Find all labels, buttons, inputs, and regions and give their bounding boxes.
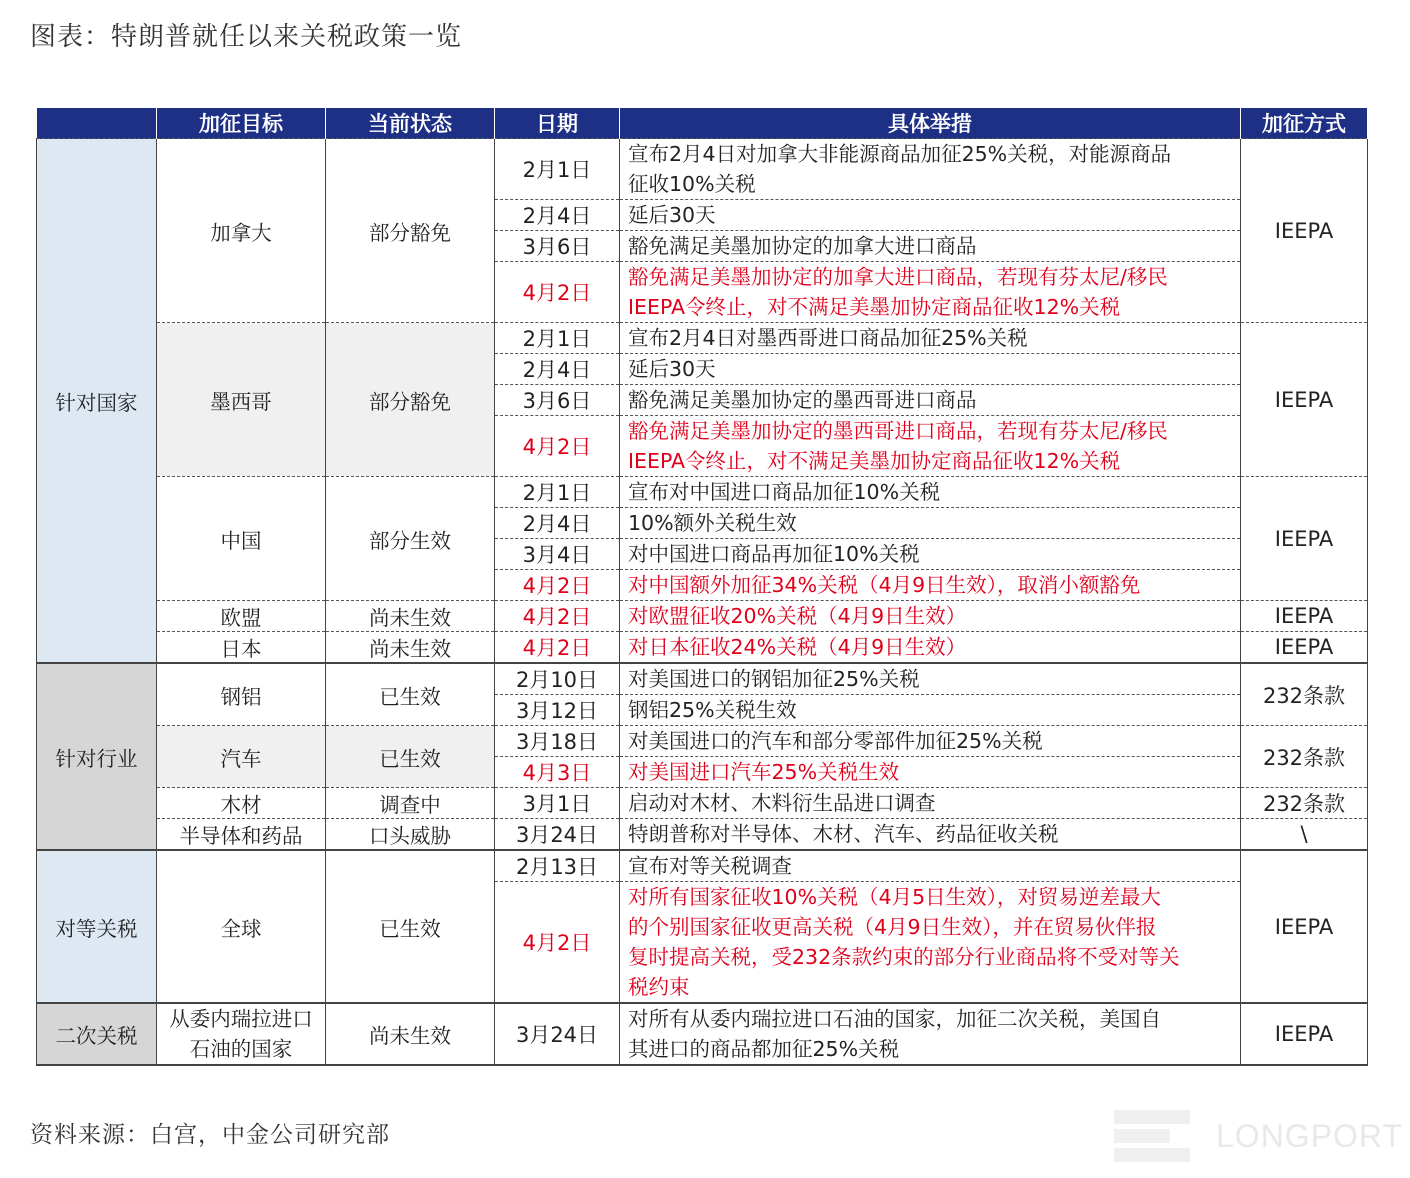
target-cell: 木材 bbox=[157, 788, 326, 819]
date-cell: 3月18日 bbox=[495, 726, 620, 757]
detail-line: 特朗普称对半导体、木材、汽车、药品征收关税 bbox=[628, 822, 1059, 846]
detail-cell bbox=[620, 539, 1241, 570]
detail-line: 对中国额外加征34%关税（4月9日生效），取消小额豁免 bbox=[628, 573, 1141, 597]
detail-line: 启动对木材、木料衍生品进口调查 bbox=[628, 791, 936, 815]
date-cell: 4月2日 bbox=[495, 882, 620, 1004]
detail-cell bbox=[620, 882, 1241, 1004]
status-cell: 已生效 bbox=[326, 663, 495, 726]
table-row bbox=[37, 819, 1368, 851]
detail-cell bbox=[620, 231, 1241, 262]
target-cell: 汽车 bbox=[157, 726, 326, 788]
status-cell: 部分豁免 bbox=[326, 139, 495, 323]
detail-cell bbox=[620, 139, 1241, 200]
status-cell: 口头威胁 bbox=[326, 819, 495, 851]
detail-cell bbox=[620, 850, 1241, 882]
detail-cell bbox=[620, 354, 1241, 385]
detail-line: 豁免满足美墨加协定的墨西哥进口商品，若现有芬太尼/移民 bbox=[628, 419, 1168, 443]
detail-cell bbox=[620, 663, 1241, 695]
detail-cell bbox=[620, 601, 1241, 632]
detail-cell bbox=[620, 726, 1241, 757]
detail-line: 对美国进口的钢铝加征25%关税 bbox=[628, 667, 920, 691]
date-cell: 4月3日 bbox=[495, 757, 620, 788]
detail-line: 其进口的商品都加征25%关税 bbox=[628, 1037, 900, 1061]
date-cell: 4月2日 bbox=[495, 601, 620, 632]
watermark-text: LONGPORT bbox=[1216, 1117, 1403, 1154]
detail-cell bbox=[620, 385, 1241, 416]
detail-line: 延后30天 bbox=[628, 203, 716, 227]
detail-line: 对中国进口商品再加征10%关税 bbox=[628, 542, 920, 566]
header-date: 日期 bbox=[495, 108, 620, 139]
detail-line: 对所有从委内瑞拉进口石油的国家，加征二次关税，美国自 bbox=[628, 1007, 1161, 1031]
method-cell: 232条款 bbox=[1241, 788, 1368, 819]
detail-cell bbox=[620, 788, 1241, 819]
date-cell: 3月24日 bbox=[495, 1003, 620, 1065]
table-row bbox=[37, 601, 1368, 632]
date-cell: 2月4日 bbox=[495, 508, 620, 539]
detail-line: IEEPA令终止，对不满足美墨加协定商品征收12%关税 bbox=[628, 449, 1121, 473]
status-cell: 调查中 bbox=[326, 788, 495, 819]
group-reciprocal: 对等关税 bbox=[37, 850, 157, 1003]
date-cell: 2月1日 bbox=[495, 477, 620, 508]
detail-line: 对所有国家征收10%关税（4月5日生效），对贸易逆差最大 bbox=[628, 885, 1161, 909]
table-row bbox=[37, 663, 1368, 695]
target-name-line: 从委内瑞拉进口 bbox=[169, 1007, 313, 1031]
detail-line: 的个别国家征收更高关税（4月9日生效），并在贸易伙伴报 bbox=[628, 915, 1157, 939]
detail-cell bbox=[620, 695, 1241, 726]
detail-line: 豁免满足美墨加协定的加拿大进口商品 bbox=[628, 234, 977, 258]
target-cell: 日本 bbox=[157, 632, 326, 664]
detail-cell bbox=[620, 477, 1241, 508]
detail-cell bbox=[620, 508, 1241, 539]
date-cell: 2月13日 bbox=[495, 850, 620, 882]
date-cell: 3月24日 bbox=[495, 819, 620, 851]
target-cell bbox=[157, 1003, 326, 1065]
method-cell: IEEPA bbox=[1241, 323, 1368, 477]
table-row bbox=[37, 1003, 1368, 1065]
detail-line: 税约束 bbox=[628, 975, 690, 999]
detail-line: 钢铝25%关税生效 bbox=[628, 698, 797, 722]
detail-line: 宣布对等关税调查 bbox=[628, 854, 792, 878]
detail-cell bbox=[620, 819, 1241, 851]
header-group bbox=[37, 108, 157, 139]
method-cell: IEEPA bbox=[1241, 477, 1368, 601]
date-cell: 3月6日 bbox=[495, 231, 620, 262]
target-cell: 半导体和药品 bbox=[157, 819, 326, 851]
target-cell: 全球 bbox=[157, 850, 326, 1003]
detail-line: IEEPA令终止，对不满足美墨加协定商品征收12%关税 bbox=[628, 295, 1121, 319]
target-cell: 中国 bbox=[157, 477, 326, 601]
status-cell: 尚未生效 bbox=[326, 601, 495, 632]
detail-line: 宣布2月4日对加拿大非能源商品加征25%关税，对能源商品 bbox=[628, 142, 1172, 166]
target-name-line: 石油的国家 bbox=[189, 1037, 293, 1061]
date-cell: 3月1日 bbox=[495, 788, 620, 819]
detail-line: 延后30天 bbox=[628, 357, 716, 381]
detail-line: 征收10%关税 bbox=[628, 172, 756, 196]
detail-line: 对美国进口的汽车和部分零部件加征25%关税 bbox=[628, 729, 1043, 753]
detail-line: 对日本征收24%关税（4月9日生效） bbox=[628, 635, 967, 659]
date-cell: 2月1日 bbox=[495, 323, 620, 354]
method-cell: 232条款 bbox=[1241, 663, 1368, 726]
date-cell: 2月4日 bbox=[495, 354, 620, 385]
chart-title: 图表：特朗普就任以来关税政策一览 bbox=[30, 22, 463, 52]
detail-cell bbox=[620, 632, 1241, 664]
detail-cell bbox=[620, 1003, 1241, 1065]
date-cell: 2月1日 bbox=[495, 139, 620, 200]
date-cell: 4月2日 bbox=[495, 570, 620, 601]
tariff-table-container bbox=[36, 108, 1367, 1064]
detail-line: 10%额外关税生效 bbox=[628, 511, 797, 535]
detail-cell bbox=[620, 416, 1241, 477]
status-cell: 部分生效 bbox=[326, 477, 495, 601]
detail-cell bbox=[620, 570, 1241, 601]
table-row bbox=[37, 323, 1368, 354]
target-cell: 欧盟 bbox=[157, 601, 326, 632]
method-cell: IEEPA bbox=[1241, 601, 1368, 632]
table-row bbox=[37, 477, 1368, 508]
status-cell: 尚未生效 bbox=[326, 1003, 495, 1065]
date-cell: 4月2日 bbox=[495, 262, 620, 323]
detail-line: 豁免满足美墨加协定的加拿大进口商品，若现有芬太尼/移民 bbox=[628, 265, 1168, 289]
date-cell: 2月4日 bbox=[495, 200, 620, 231]
table-row bbox=[37, 632, 1368, 664]
header-details: 具体举措 bbox=[620, 108, 1241, 139]
detail-cell bbox=[620, 262, 1241, 323]
date-cell: 3月12日 bbox=[495, 695, 620, 726]
detail-cell bbox=[620, 757, 1241, 788]
detail-line: 对美国进口汽车25%关税生效 bbox=[628, 760, 900, 784]
method-cell: IEEPA bbox=[1241, 1003, 1368, 1065]
method-cell: \ bbox=[1241, 819, 1368, 851]
header-target: 加征目标 bbox=[157, 108, 326, 139]
date-cell: 3月4日 bbox=[495, 539, 620, 570]
table-row bbox=[37, 139, 1368, 200]
header-method: 加征方式 bbox=[1241, 108, 1368, 139]
table-row bbox=[37, 788, 1368, 819]
watermark bbox=[1114, 1108, 1404, 1164]
status-cell: 部分豁免 bbox=[326, 323, 495, 477]
header-status: 当前状态 bbox=[326, 108, 495, 139]
detail-line: 对欧盟征收20%关税（4月9日生效） bbox=[628, 604, 967, 628]
date-cell: 4月2日 bbox=[495, 416, 620, 477]
status-cell: 已生效 bbox=[326, 850, 495, 1003]
target-cell: 加拿大 bbox=[157, 139, 326, 323]
group-secondary: 二次关税 bbox=[37, 1003, 157, 1065]
date-cell: 2月10日 bbox=[495, 663, 620, 695]
source-note: 资料来源：白宫，中金公司研究部 bbox=[30, 1122, 390, 1148]
detail-line: 宣布2月4日对墨西哥进口商品加征25%关税 bbox=[628, 326, 1028, 350]
status-cell: 已生效 bbox=[326, 726, 495, 788]
table-row bbox=[37, 726, 1368, 757]
status-cell: 尚未生效 bbox=[326, 632, 495, 664]
table-header-row bbox=[37, 108, 1368, 139]
method-cell: IEEPA bbox=[1241, 139, 1368, 323]
method-cell: IEEPA bbox=[1241, 850, 1368, 1003]
method-cell: IEEPA bbox=[1241, 632, 1368, 664]
detail-cell bbox=[620, 200, 1241, 231]
table-row bbox=[37, 850, 1368, 882]
date-cell: 4月2日 bbox=[495, 632, 620, 664]
longport-logo-icon bbox=[1114, 1110, 1190, 1162]
target-cell: 墨西哥 bbox=[157, 323, 326, 477]
detail-cell bbox=[620, 323, 1241, 354]
target-cell: 钢铝 bbox=[157, 663, 326, 726]
tariff-policy-table bbox=[36, 108, 1368, 1066]
date-cell: 3月6日 bbox=[495, 385, 620, 416]
detail-line: 宣布对中国进口商品加征10%关税 bbox=[628, 480, 941, 504]
group-industries: 针对行业 bbox=[37, 663, 157, 850]
detail-line: 复时提高关税，受232条款约束的部分行业商品将不受对等关 bbox=[628, 945, 1180, 969]
method-cell: 232条款 bbox=[1241, 726, 1368, 788]
detail-line: 豁免满足美墨加协定的墨西哥进口商品 bbox=[628, 388, 977, 412]
group-countries: 针对国家 bbox=[37, 139, 157, 664]
